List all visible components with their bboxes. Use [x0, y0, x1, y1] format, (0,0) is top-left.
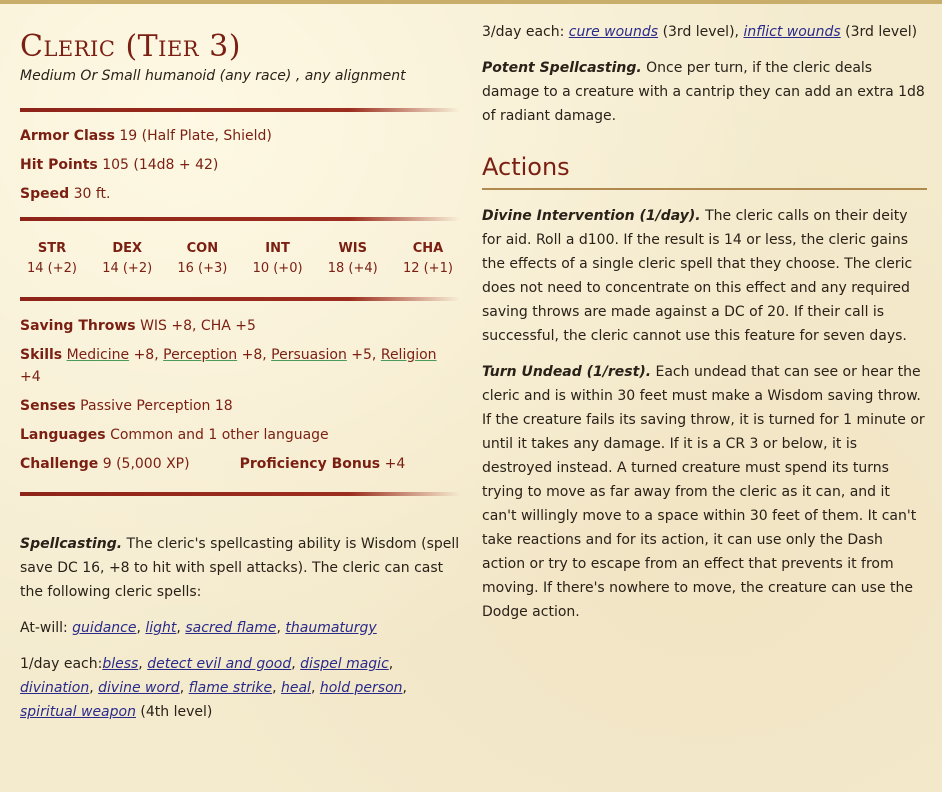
traits: [20, 496, 460, 724]
skills: [20, 344, 460, 388]
ability-value: 10 (+0): [252, 261, 303, 276]
spell-link[interactable]: dispel magic: [300, 656, 389, 672]
spell-group-label: At-will:: [20, 620, 68, 636]
hit-points-label: Hit Points: [20, 157, 98, 173]
spell-link[interactable]: bless: [102, 656, 139, 672]
proficiency-bonus: [240, 453, 406, 475]
action-name: Divine Intervention (1/day).: [482, 208, 701, 224]
senses-value: Passive Perception 18: [80, 398, 233, 414]
ability-value: 14 (+2): [27, 261, 77, 276]
creature-title: Cleric (Tier 3): [20, 29, 241, 64]
speed-label: Speed: [20, 186, 70, 202]
ability-value: 16 (+3): [177, 261, 228, 276]
skill-link-perception[interactable]: Perception: [163, 347, 238, 363]
ability-name: CON: [186, 241, 219, 256]
oneday-spells: 1/day each:bless, detect evil and good, dispel magic, divination, divine word, flame strike, heal, hold person, spiritual weapon (4th level): [20, 656, 407, 720]
threeday-spells: [482, 20, 927, 44]
hit-points: [20, 151, 460, 180]
properties: [20, 301, 460, 492]
saving-throws-label: Saving Throws: [20, 318, 136, 334]
skill-bonus: +8,: [241, 347, 267, 363]
spell-link[interactable]: guidance: [72, 620, 137, 636]
senses: [20, 395, 460, 417]
spell-level-note: (3rd level),: [662, 24, 739, 40]
actions-heading: Actions: [482, 153, 570, 181]
ability-scores: [20, 221, 460, 297]
ability-str: [20, 239, 84, 279]
ability-value: 18 (+4): [327, 261, 378, 276]
challenge-value: 9 (5,000 XP): [102, 456, 190, 472]
spell-link[interactable]: flame strike: [188, 680, 273, 696]
languages: [20, 424, 460, 446]
ability-int: [246, 239, 310, 279]
ability-value: 14 (+2): [102, 261, 153, 276]
actions-divider: [482, 188, 927, 190]
spell-level-note: (4th level): [140, 704, 213, 720]
left-column: [20, 20, 460, 736]
saving-throws: [20, 315, 460, 337]
spell-link[interactable]: detect evil and good: [147, 656, 292, 672]
skill-link-medicine[interactable]: Medicine: [66, 347, 130, 363]
spell-link[interactable]: cure wounds: [568, 24, 659, 40]
senses-label: Senses: [20, 398, 76, 414]
spellcasting-trait: [20, 532, 460, 604]
ability-value: 12 (+1): [402, 261, 453, 276]
proficiency-label: Proficiency Bonus: [239, 456, 381, 472]
spell-group-label: 3/day each:: [482, 24, 565, 40]
armor-class-value: 19 (Half Plate, Shield): [119, 128, 272, 144]
ability-con: [170, 239, 234, 279]
action-text: Each undead that can see or hear the cleric and is within 30 feet must make a Wisdom saving throw. If the creature fails its saving throw, it is turned for 1 minute or until it takes any damage. If it is a CR 3 or below, it is destroyed instead. A turned creature must spend its turns trying to move as far away from the cleric as it can, and it can't willingly move to a space within 30 feet of them. It can't take reactions and for its action, it can use only the Dash action or try to escape from an effect that prevents it from moving. If there's nowhere to move, the creature can use the Dodge action.: [482, 364, 925, 620]
potent-spellcasting-trait: [482, 56, 927, 128]
spell-level-note: (3rd level): [845, 24, 918, 40]
trait-text: The cleric's spellcasting ability is Wisdom (spell save DC 16, +8 to hit with spell attacks). The cleric can cast the following cleric spells:: [20, 536, 460, 600]
spell-link[interactable]: hold person: [319, 680, 403, 696]
challenge: [20, 453, 190, 475]
ability-dex: [95, 239, 159, 279]
action-text: The cleric calls on their deity for aid. Roll a d100. If the result is 14 or less, the cleric gains the effects of a single cleric spell that they choose. The cleric does not need to concentrate on this effect and any required saving throws are made against a DC of 20. If their call is successful, the cleric cannot use this feature for seven days.: [482, 208, 913, 344]
divine-intervention-action: [482, 204, 927, 348]
challenge-row: [20, 453, 460, 475]
atwill-spells: At-will: guidance, light, sacred flame, thaumaturgy: [20, 620, 377, 636]
spell-link[interactable]: thaumaturgy: [285, 620, 377, 636]
creature-subtitle: Medium Or Small humanoid (any race) , any alignment: [20, 68, 406, 84]
right-column: [482, 20, 927, 636]
spell-link[interactable]: spiritual weapon: [20, 704, 136, 720]
skills-label: Skills: [20, 347, 63, 363]
turn-undead-action: [482, 360, 927, 624]
ability-name: STR: [37, 241, 67, 256]
skill-bonus: +8,: [133, 347, 159, 363]
saving-throws-value: WIS +8, CHA +5: [140, 318, 256, 334]
proficiency-value: +4: [384, 456, 406, 472]
skill-link-persuasion[interactable]: Persuasion: [271, 347, 347, 363]
hit-points-value: 105 (14d8 + 42): [102, 157, 219, 173]
armor-class: [20, 122, 460, 151]
languages-label: Languages: [20, 427, 106, 443]
spell-link[interactable]: inflict wounds: [743, 24, 841, 40]
ability-name: INT: [265, 241, 290, 256]
ability-name: DEX: [112, 241, 143, 256]
trait-name: Spellcasting.: [20, 536, 123, 552]
skill-link-religion[interactable]: Religion: [380, 347, 437, 363]
spell-link[interactable]: sacred flame: [185, 620, 277, 636]
spell-group-label: 1/day each:: [20, 656, 103, 672]
skill-bonus: +4: [20, 369, 41, 385]
ability-wis: [321, 239, 385, 279]
speed: [20, 180, 460, 209]
challenge-label: Challenge: [20, 456, 99, 472]
ability-name: WIS: [338, 241, 368, 256]
trait-name: Potent Spellcasting.: [482, 60, 642, 76]
ability-name: CHA: [412, 241, 444, 256]
armor-class-label: Armor Class: [20, 128, 115, 144]
spell-link[interactable]: divine word: [98, 680, 180, 696]
speed-value: 30 ft.: [73, 186, 111, 202]
action-name: Turn Undead (1/rest).: [482, 364, 652, 380]
ability-cha: [396, 239, 460, 279]
languages-value: Common and 1 other language: [110, 427, 329, 443]
spell-link[interactable]: light: [145, 620, 177, 636]
spell-link[interactable]: divination: [20, 680, 90, 696]
trait-text: Once per turn, if the cleric deals damage to a creature with a cantrip they can add an extra 1d8 of radiant damage.: [482, 60, 925, 124]
spell-link[interactable]: heal: [280, 680, 311, 696]
skill-bonus: +5,: [351, 347, 377, 363]
